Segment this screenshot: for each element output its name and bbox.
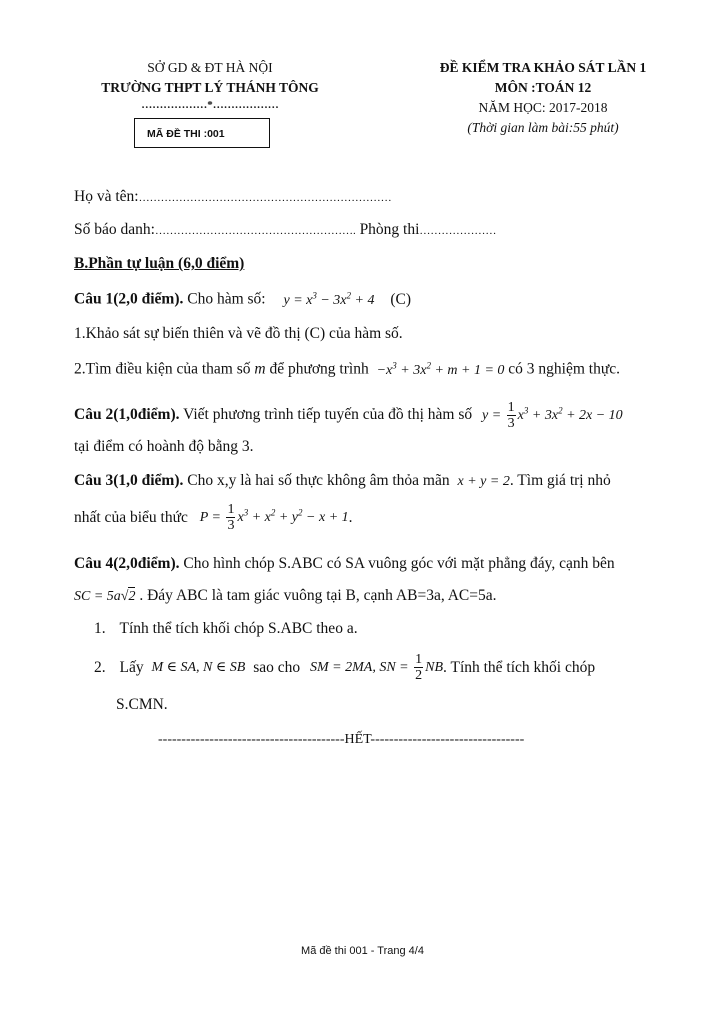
header-separator: ………………*……………… <box>141 99 279 111</box>
question-4 <box>74 556 615 572</box>
question-4-item-1-text: Tính thể tích khối chóp S.ABC theo a. <box>119 620 358 637</box>
student-name-label: Họ và tên: <box>74 188 139 205</box>
question-4-text: Cho hình chóp S.ABC có SA vuông góc với mặt phẳng đáy, cạnh bên <box>183 555 615 572</box>
room-label: Phòng thi <box>359 221 420 238</box>
question-4-item-2 <box>94 652 595 684</box>
formula-constraint: x + y = 2 <box>457 474 510 489</box>
question-4-item-2-text-b: sao cho <box>253 659 301 677</box>
question-4-item-2-number: 2. <box>94 659 106 677</box>
formula-ratios: SM = 2MA, SN = $\frac{1}{2}$ NB <box>310 652 443 684</box>
subject: MÔN :TOÁN 12 <box>494 80 592 95</box>
question-4-item-2-line-2: S.CMN. <box>116 696 168 713</box>
section-title: B.Phần tự luận (6,0 điểm) <box>74 255 245 272</box>
question-1-item-2-text-b: để phương trình <box>269 360 369 378</box>
page-footer: Mã đề thi 001 - Trang 4/4 <box>301 945 424 957</box>
student-id-label: Số báo danh: <box>74 221 155 238</box>
question-3-line-2: nhất của biểu thức P = $\frac{1}{3}$ $x^3 + x^2 + y^2 - x + 1$. <box>74 502 353 534</box>
question-2-label: Câu 2(1,0điểm). <box>74 406 180 424</box>
question-3 <box>74 473 611 489</box>
question-2 <box>74 400 623 432</box>
formula-points: M ∈ SA, N ∈ SB <box>151 659 246 675</box>
department-name: SỞ GD & ĐT HÀ NỘI <box>147 60 273 75</box>
exam-duration: (Thời gian làm bài:55 phút) <box>467 120 619 135</box>
question-2-line-2: tại điểm có hoành độ bằng 3. <box>74 438 254 455</box>
question-3-text-a: Cho x,y là hai số thực không âm thỏa mãn <box>187 472 450 489</box>
school-name: TRƯỜNG THPT LÝ THÁNH TÔNG <box>101 80 319 95</box>
formula-tangent-function: y = $\frac{1}{3}$ $x^3 + 3x^2 + 2x - 10$ <box>482 400 623 432</box>
exam-code: MÃ ĐỀ THI :001 <box>147 128 225 140</box>
question-2-text: Viết phương trình tiếp tuyến của đồ thị hàm số <box>183 406 473 424</box>
question-1-label: Câu 1(2,0 điểm). <box>74 290 184 308</box>
school-year: NĂM HỌC: 2017-2018 <box>478 100 608 115</box>
question-3-label: Câu 3(1,0 điểm). <box>74 472 184 489</box>
question-4-item-2-text-c: . Tính thể tích khối chóp <box>443 659 596 677</box>
question-4-line-2-text: . Đáy ABC là tam giác vuông tại B, cạnh AB=3a, AC=5a. <box>139 587 497 604</box>
end-marker: ----------------------------------------HẾT--------------------------------- <box>158 732 525 747</box>
question-4-line-2 <box>74 588 497 604</box>
question-1-text: Cho hàm số: <box>187 290 266 308</box>
formula-function: $y = x^3 - 3x^2 + 4$ <box>283 290 375 308</box>
student-id-line <box>74 222 496 238</box>
student-name-field[interactable]: …………………………………………………………… <box>138 192 392 204</box>
parameter-m: m <box>254 360 266 378</box>
student-name-line <box>74 189 392 205</box>
question-1-item-1: 1.Khảo sát sự biến thiên và vẽ đồ thị (C) của hàm số. <box>74 325 403 342</box>
question-3-line-2-text: nhất của biểu thức <box>74 509 188 527</box>
exam-title: ĐỀ KIỂM TRA KHẢO SÁT LẦN 1 <box>439 60 647 75</box>
formula-equation: $-x^3 + 3x^2 + m + 1 = 0$ <box>376 360 505 378</box>
question-1 <box>74 291 411 308</box>
question-4-label: Câu 4(2,0điểm). <box>74 555 180 572</box>
question-1-item-2 <box>74 361 620 378</box>
curve-label: (C) <box>390 290 412 308</box>
formula-sc: SC = 5a√2 <box>74 589 136 604</box>
room-field[interactable]: ………………… <box>419 225 497 237</box>
question-4-item-1-number: 1. <box>94 620 106 637</box>
question-4-item-1 <box>94 621 358 637</box>
question-4-item-2-text-a: Lấy <box>119 659 144 677</box>
exam-code-box <box>134 118 270 148</box>
question-3-text-b: . Tìm giá trị nhỏ <box>509 472 611 489</box>
student-id-field[interactable]: ………………………………………………. <box>154 225 356 237</box>
question-1-item-2-text-a: 2.Tìm điều kiện của tham số <box>74 360 251 378</box>
formula-expression: P = $\frac{1}{3}$ $x^3 + x^2 + y^2 - x + 1$ <box>199 502 349 534</box>
question-1-item-2-text-c: có 3 nghiệm thực. <box>508 360 620 378</box>
